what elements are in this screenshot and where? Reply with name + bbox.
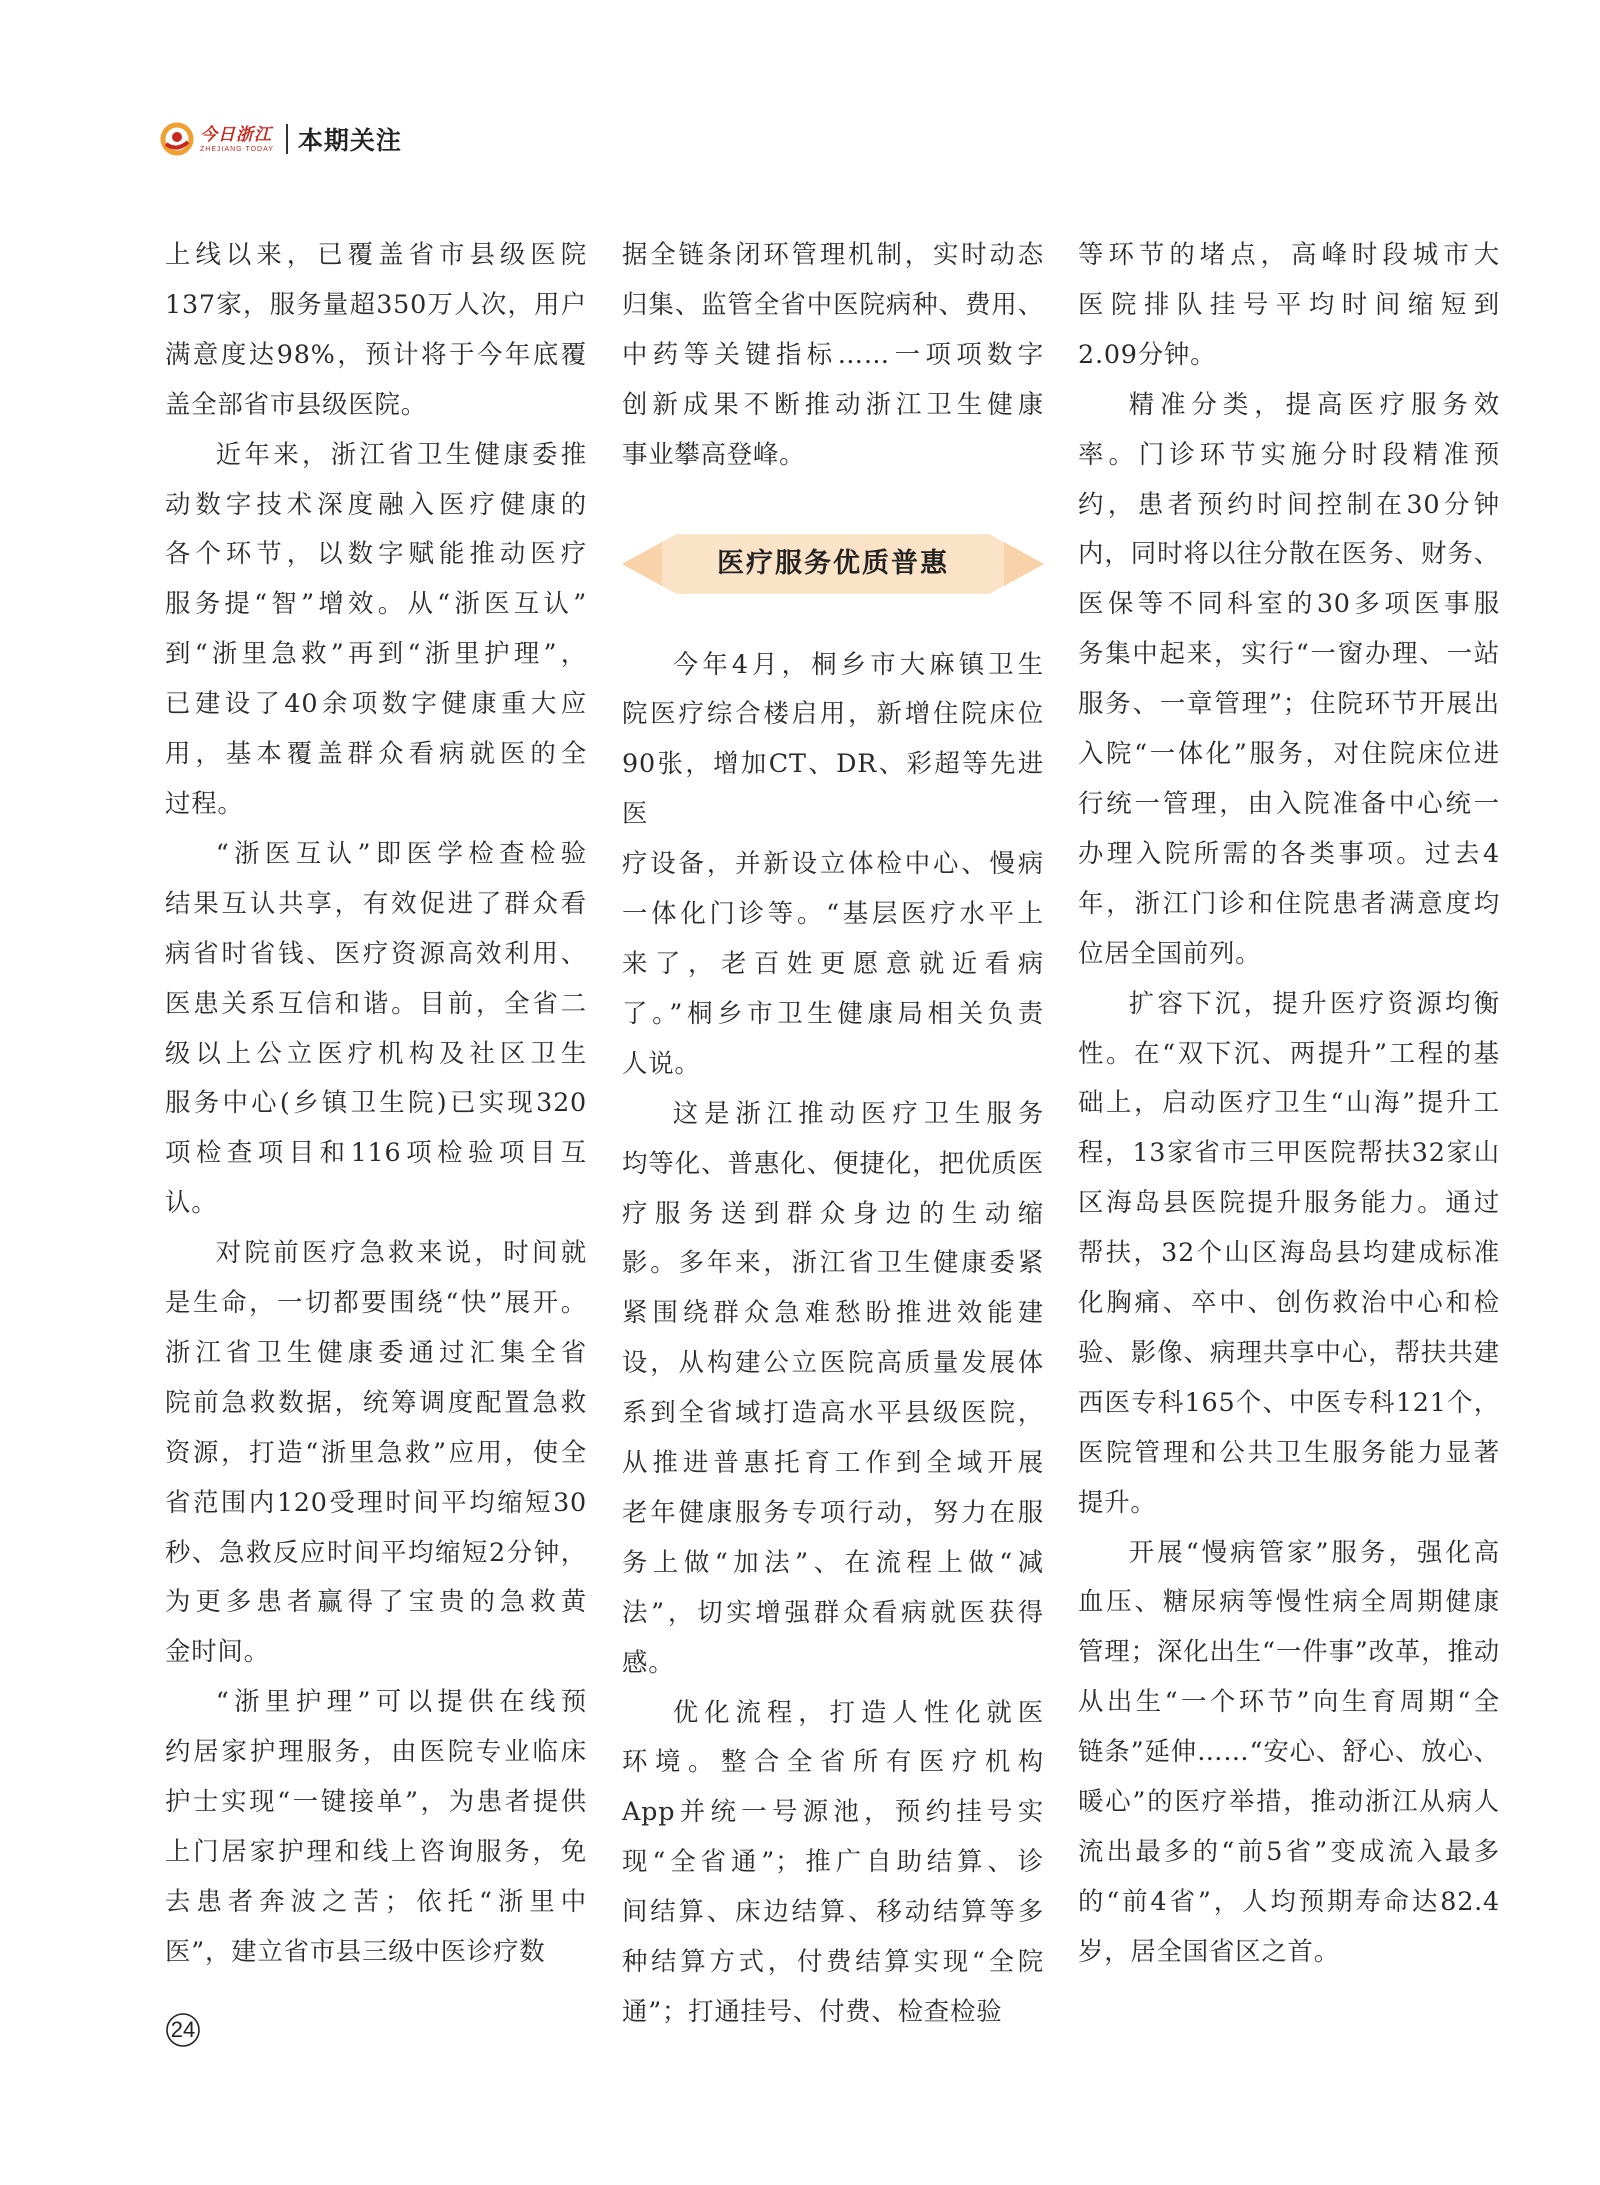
text-line: 为更多患者赢得了宝贵的急救黄 (165, 1586, 587, 1617)
text-line: 结果互认共享，有效促进了群众看 (165, 887, 587, 918)
text-line: 提升。 (1078, 1486, 1157, 1517)
text-line: 区海岛县医院提升服务能力。通过 (1078, 1187, 1500, 1218)
page-header (160, 118, 402, 160)
text-line: 现“全省通”；推广自助结算、诊 (622, 1846, 1044, 1877)
text-line: 从推进普惠托育工作到全域开展 (622, 1447, 1044, 1478)
logo-text-en: ZHEJIANG TODAY (200, 145, 274, 153)
text-line: 秒、急救反应时间平均缩短2分钟， (165, 1536, 587, 1567)
header-divider (286, 124, 288, 154)
text-line: 程，13家省市三甲医院帮扶32家山 (1078, 1137, 1500, 1168)
text-line: 间结算、床边结算、移动结算等多 (622, 1896, 1044, 1927)
text-line: 帮扶，32个山区海岛县均建成标准 (1078, 1237, 1500, 1268)
text-line: 疗服务送到群众身边的生动缩 (622, 1197, 1044, 1228)
logo-text-cn: 今日浙江 (200, 124, 272, 145)
text-line: 护士实现“一键接单”，为患者提供 (165, 1786, 587, 1817)
text-line: 院前急救数据，统筹调度配置急救 (165, 1386, 587, 1417)
text-line: 90张，增加CT、DR、彩超等先进医 (622, 748, 1044, 829)
text-line: 过程。 (165, 787, 244, 818)
text-line: 等环节的堵点，高峰时段城市大 (1078, 239, 1500, 269)
text-line: 率。门诊环节实施分时段精准预 (1078, 438, 1500, 469)
text-line: 服务中心(乡镇卫生院)已实现320 (165, 1087, 587, 1118)
text-line: 137家，服务量超350万人次，用户 (165, 288, 587, 319)
text-line: 2.09分钟。 (1078, 338, 1217, 369)
text-line: 的“前4省”，人均预期寿命达82.4 (1078, 1885, 1500, 1916)
text-line: 服务、一章管理”；住院环节开展出 (1078, 688, 1500, 719)
text-line: 环境。整合全省所有医疗机构 (622, 1746, 1044, 1777)
text-line: 内，同时将以往分散在医务、财务、 (1078, 538, 1500, 569)
text-line: 今年4月，桐乡市大麻镇卫生 (672, 648, 1044, 679)
text-line: 医保等不同科室的30多项医事服 (1078, 588, 1500, 619)
text-line: 对院前医疗急救来说，时间就 (215, 1237, 587, 1268)
text-line: 归集、监管全省中医院病种、费用、 (622, 288, 1044, 319)
text-line: 办理入院所需的各类事项。过去4 (1078, 837, 1500, 868)
text-line: 西医专科165个、中医专科121个， (1078, 1386, 1500, 1417)
text-line: 系到全省域打造高水平县级医院， (622, 1397, 1044, 1428)
text-line: 病省时省钱、医疗资源高效利用、 (165, 937, 587, 968)
text-line: 感。 (622, 1646, 675, 1677)
text-line: 盖全部省市县级医院。 (165, 388, 427, 419)
text-line: 从出生“一个环节”向生育周期“全 (1078, 1686, 1500, 1717)
text-line: 影。多年来，浙江省卫生健康委紧 (622, 1247, 1044, 1278)
text-line: 务集中起来，实行“一窗办理、一站 (1078, 638, 1500, 669)
text-line: 医”，建立省市县三级中医诊疗数 (165, 1935, 546, 1966)
text-line: 浙江省卫生健康委通过汇集全省 (165, 1336, 587, 1367)
text-line: 动数字技术深度融入医疗健康的 (165, 488, 587, 519)
text-line: 精准分类，提高医疗服务效 (1128, 388, 1500, 419)
text-line: 老年健康服务专项行动，努力在服 (622, 1496, 1044, 1527)
text-line: 这是浙江推动医疗卫生服务 (672, 1097, 1044, 1128)
column-1 (165, 230, 587, 1977)
text-line: 均等化、普惠化、便捷化，把优质医 (622, 1147, 1044, 1178)
text-line: 管理；深化出生“一件事”改革，推动 (1078, 1636, 1500, 1667)
text-line: 验、影像、病理共享中心，帮扶共建 (1078, 1336, 1500, 1367)
text-line: 用，基本覆盖群众看病就医的全 (165, 738, 587, 769)
text-line: 务上做“加法”、在流程上做“减 (622, 1546, 1044, 1577)
text-line: 位居全国前列。 (1078, 937, 1262, 968)
text-line: 法”，切实增强群众看病就医获得 (622, 1596, 1044, 1627)
text-line: 项检查项目和116项检验项目互 (165, 1137, 587, 1168)
text-line: 事业攀高登峰。 (622, 438, 806, 469)
text-line: “浙里护理”可以提供在线预 (215, 1686, 587, 1717)
text-line: 是生命，一切都要围绕“快”展开。 (165, 1287, 587, 1318)
text-line: 了。”桐乡市卫生健康局相关负责 (622, 997, 1044, 1028)
text-line: 近年来，浙江省卫生健康委推 (215, 438, 587, 469)
text-line: 开展“慢病管家”服务，强化高 (1128, 1536, 1500, 1567)
text-line: 上门居家护理和线上咨询服务，免 (165, 1836, 587, 1866)
text-line: 据全链条闭环管理机制，实时动态 (622, 239, 1044, 269)
text-line: 血压、糖尿病等慢性病全周期健康 (1078, 1586, 1500, 1617)
text-line: 扩容下沉，提升医疗资源均衡 (1128, 987, 1500, 1018)
text-line: 岁，居全国省区之首。 (1078, 1935, 1340, 1966)
text-line: 省范围内120受理时间平均缩短30 (165, 1486, 587, 1517)
column-3 (1078, 230, 1500, 1977)
text-line: 资源，打造“浙里急救”应用，使全 (165, 1436, 587, 1467)
text-line: 认。 (165, 1187, 218, 1218)
text-line: 中药等关键指标……一项项数字 (622, 338, 1044, 369)
magazine-logo (160, 122, 274, 156)
section-heading (622, 528, 1044, 600)
text-line: 上线以来，已覆盖省市县级医院 (165, 239, 587, 269)
column-2 (622, 230, 1044, 2037)
text-line: 去患者奔波之苦；依托“浙里中 (165, 1885, 587, 1916)
text-line: 流出最多的“前5省”变成流入最多 (1078, 1836, 1500, 1866)
text-line: 医院排队挂号平均时间缩短到 (1078, 288, 1500, 319)
text-line: 医患关系互信和谐。目前，全省二 (165, 987, 587, 1018)
text-line: 院医疗综合楼启用，新增住院床位 (622, 698, 1044, 729)
text-line: 础上，启动医疗卫生“山海”提升工 (1078, 1087, 1500, 1118)
text-line: 约居家护理服务，由医院专业临床 (165, 1736, 587, 1767)
text-line: 链条”延伸……“安心、舒心、放心、 (1078, 1736, 1500, 1767)
text-line: 疗设备，并新设立体检中心、慢病 (622, 848, 1044, 879)
text-line: 满意度达98%，预计将于今年底覆 (165, 338, 587, 369)
text-line: “浙医互认”即医学检查检验 (215, 837, 587, 868)
text-line: 创新成果不断推动浙江卫生健康 (622, 388, 1044, 419)
text-line: 一体化门诊等。“基层医疗水平上 (622, 898, 1044, 929)
text-line: 年，浙江门诊和住院患者满意度均 (1078, 887, 1500, 918)
text-line: 紧围绕群众急难愁盼推进效能建 (622, 1297, 1044, 1328)
page-number-text: 24 (170, 2017, 196, 2042)
text-line: 暖心”的医疗举措，推动浙江从病人 (1078, 1786, 1500, 1817)
text-line: 种结算方式，付费结算实现“全院 (622, 1946, 1044, 1977)
text-line: 各个环节，以数字赋能推动医疗 (165, 538, 587, 569)
text-line: App并统一号源池，预约挂号实 (622, 1796, 1044, 1827)
text-line: 已建设了40余项数字健康重大应 (165, 688, 587, 719)
section-label: 本期关注 (297, 126, 402, 155)
text-line: 优化流程，打造人性化就医 (672, 1696, 1044, 1727)
text-line: 金时间。 (165, 1636, 270, 1667)
text-line: 入院“一体化”服务，对住院床位进 (1078, 738, 1500, 769)
text-line: 来了，老百姓更愿意就近看病 (622, 947, 1044, 978)
page-number (163, 2010, 203, 2050)
sun-logo-icon (160, 122, 194, 156)
text-line: 医院管理和公共卫生服务能力显著 (1078, 1436, 1500, 1467)
text-line: 通”；打通挂号、付费、检查检验 (622, 1996, 1003, 2026)
text-line: 性。在“双下沉、两提升”工程的基 (1078, 1037, 1500, 1068)
text-line: 级以上公立医疗机构及社区卫生 (165, 1037, 587, 1068)
text-line: 约，患者预约时间控制在30分钟 (1078, 488, 1500, 519)
text-line: 化胸痛、卒中、创伤救治中心和检 (1078, 1287, 1500, 1318)
text-line: 服务提“智”增效。从“浙医互认” (165, 588, 587, 619)
section-heading-title: 医疗服务优质普惠 (717, 547, 949, 579)
text-line: 行统一管理，由入院准备中心统一 (1078, 787, 1500, 818)
text-line: 设，从构建公立医院高质量发展体 (622, 1347, 1044, 1378)
text-line: 到“浙里急救”再到“浙里护理”， (165, 638, 587, 669)
text-line: 人说。 (622, 1047, 701, 1078)
